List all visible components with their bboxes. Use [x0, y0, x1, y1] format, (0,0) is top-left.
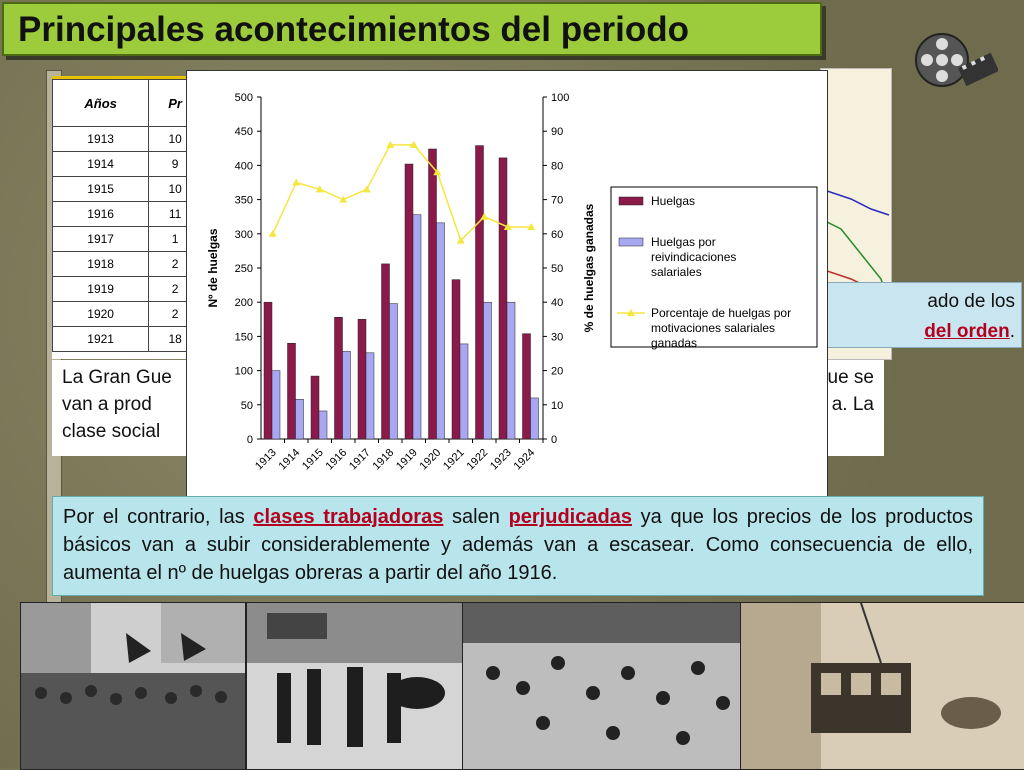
table-row	[53, 277, 202, 302]
y-tick-label: 100	[234, 365, 253, 378]
y-axis-title: Nº de huelgas	[206, 228, 220, 308]
right-text-tail: .	[1009, 321, 1015, 342]
x-tick-label: 1915	[300, 446, 326, 473]
table-cell: 1913	[53, 127, 149, 152]
bar-huelgas	[452, 280, 460, 439]
y-tick-label: 400	[234, 160, 253, 173]
bar-huelgas	[405, 164, 413, 439]
y-tick-label: 500	[234, 92, 253, 104]
bar-huelgas	[476, 146, 484, 439]
bar-salariales	[460, 344, 468, 439]
bar-huelgas	[429, 149, 437, 439]
strikes-table	[52, 79, 202, 352]
bottom-text-segment: Por el contrario, las	[63, 506, 254, 528]
photo-street-crowd	[462, 602, 742, 770]
bar-huelgas	[264, 302, 272, 439]
table-cell: 1918	[53, 252, 149, 277]
bar-huelgas	[499, 158, 507, 439]
table-row	[53, 152, 202, 177]
bar-huelgas	[523, 334, 531, 439]
table-row	[53, 302, 202, 327]
y2-tick-label: 20	[551, 365, 564, 378]
y2-tick-label: 70	[551, 194, 564, 207]
right-text-box	[822, 282, 1022, 348]
strikes-chart	[187, 71, 827, 501]
x-tick-label: 1917	[347, 446, 373, 473]
bar-salariales	[437, 223, 445, 439]
x-tick-label: 1920	[417, 446, 444, 473]
y-tick-label: 250	[234, 263, 253, 275]
bottom-highlight-clases: clases trabajadoras	[253, 506, 444, 528]
table-cell: 1917	[53, 227, 149, 252]
gran-box-line: clase social	[62, 421, 161, 442]
y2-tick-label: 0	[551, 434, 558, 446]
table-cell: 2	[149, 277, 202, 302]
legend-label: Huelgas por reivindicaciones salariales	[651, 235, 737, 279]
table-row	[53, 252, 202, 277]
bar-huelgas	[288, 343, 296, 439]
line-point-marker	[292, 179, 300, 186]
table-row	[53, 227, 202, 252]
y-tick-label: 300	[234, 228, 253, 241]
slide-title: Principales acontecimientos del periodo	[18, 10, 690, 49]
gran-box-right-line: a. La	[831, 394, 874, 415]
x-tick-label: 1919	[394, 446, 420, 473]
bar-salariales	[343, 351, 351, 439]
bar-salariales	[413, 215, 421, 439]
table-header-years: Años	[53, 80, 149, 127]
right-text-highlight: del orden	[924, 321, 1010, 342]
x-tick-label: 1913	[253, 446, 279, 473]
table-row	[53, 327, 202, 352]
bar-huelgas	[358, 319, 366, 439]
table-cell: 2	[149, 252, 202, 277]
photo-tram-street	[740, 602, 1024, 770]
table-row	[53, 177, 202, 202]
slide-title-bar	[2, 2, 822, 56]
legend-label: Huelgas	[651, 194, 696, 208]
bar-salariales	[366, 353, 374, 439]
table-cell: 1	[149, 227, 202, 252]
bar-huelgas	[382, 264, 390, 439]
table-cell: 10	[149, 127, 202, 152]
table-header-row	[53, 80, 202, 127]
table-cell: 1920	[53, 302, 149, 327]
bar-salariales	[507, 302, 515, 439]
y-tick-label: 0	[246, 434, 253, 446]
bottom-text-box	[52, 496, 984, 596]
x-tick-label: 1923	[488, 446, 514, 473]
table-cell: 1915	[53, 177, 149, 202]
y-tick-label: 150	[234, 331, 253, 344]
x-tick-label: 1916	[323, 446, 350, 473]
legend-label: Porcentaje de huelgas por motivaciones salariales ganadas	[651, 306, 792, 350]
strikes-chart-panel	[186, 70, 828, 502]
table-cell: 18	[149, 327, 202, 352]
bottom-highlight-perjudicadas: perjudicadas	[508, 506, 632, 528]
photo-crowd-flags	[20, 602, 246, 770]
bar-huelgas	[335, 317, 343, 439]
x-tick-label: 1918	[370, 446, 397, 473]
film-reel-icon	[912, 28, 998, 98]
table-header-second: Pr	[149, 80, 202, 127]
gran-box-line: La Gran Gue	[62, 367, 172, 388]
table-cell: 1919	[53, 277, 149, 302]
gran-box-right-line: ue se	[827, 367, 874, 388]
bar-salariales	[484, 302, 492, 439]
table-cell: 1921	[53, 327, 149, 352]
y-tick-label: 200	[234, 297, 253, 310]
bar-salariales	[390, 304, 398, 439]
photo-police-horses	[246, 602, 464, 770]
gran-box-line: van a prod	[62, 394, 152, 415]
legend-swatch	[619, 238, 643, 246]
bottom-text-segment: ya que los precios de los productos básicos van a subir considerablemente y además van a escasear. Como consecuencia de ello, aumenta el nº de huelgas obreras a partir del año 1916.	[63, 506, 974, 584]
bar-salariales	[531, 398, 539, 439]
table-cell: 2	[149, 302, 202, 327]
line-point-marker	[363, 185, 371, 192]
x-tick-label: 1914	[276, 446, 303, 473]
table-cell: 9	[149, 152, 202, 177]
table-cell: 1916	[53, 202, 149, 227]
table-cell: 10	[149, 177, 202, 202]
bottom-text-segment: salen	[443, 506, 509, 528]
legend-swatch	[619, 197, 643, 205]
y2-axis-title: % de huelgas ganadas	[582, 203, 596, 333]
right-text-line: ado de los	[927, 291, 1015, 312]
line-series-porcentaje	[273, 145, 532, 241]
x-tick-label: 1921	[441, 446, 467, 473]
y2-tick-label: 30	[551, 331, 564, 344]
x-tick-label: 1922	[464, 446, 491, 473]
table-row	[53, 202, 202, 227]
table-cell: 11	[149, 202, 202, 227]
y2-tick-label: 90	[551, 126, 564, 139]
x-tick-label: 1924	[511, 446, 538, 473]
y2-tick-label: 100	[551, 92, 570, 104]
table-cell: 1914	[53, 152, 149, 177]
bar-salariales	[319, 411, 327, 439]
line-point-marker	[269, 230, 277, 237]
bar-huelgas	[311, 376, 319, 439]
table-row	[53, 127, 202, 152]
y-tick-label: 450	[234, 126, 253, 139]
y2-tick-label: 10	[551, 399, 564, 412]
y2-tick-label: 50	[551, 263, 564, 275]
strikes-table-panel	[52, 76, 202, 359]
side-graph-line	[821, 189, 889, 215]
y2-tick-label: 80	[551, 160, 564, 173]
y2-tick-label: 40	[551, 297, 564, 310]
bar-salariales	[272, 371, 280, 439]
y2-tick-label: 60	[551, 228, 564, 241]
y-tick-label: 50	[240, 399, 253, 412]
bar-salariales	[296, 399, 304, 439]
y-tick-label: 350	[234, 194, 253, 207]
